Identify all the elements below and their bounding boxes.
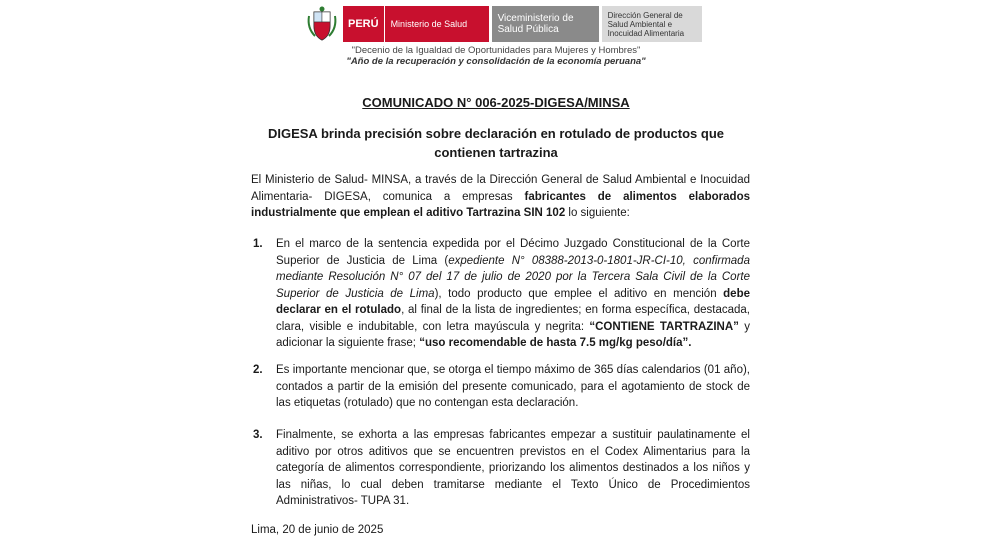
communique-subtitle [0, 124, 992, 162]
item-bold: “CONTIENE TARTRAZINA” [589, 320, 739, 333]
item-bold: debe declarar en el rotulado [276, 287, 750, 316]
item-text: y adicionar la siguiente frase; [276, 320, 750, 349]
item-number: 1. [253, 238, 263, 250]
year-name-line: "Año de la recuperación y consolidación de la economía peruana" [346, 56, 646, 67]
ministry-header [305, 6, 705, 42]
list-item [253, 236, 750, 352]
document-date: Lima, 20 de junio de 2025 [251, 524, 384, 536]
item-number: 2. [253, 364, 263, 376]
subtitle-line-1: DIGESA brinda precisión sobre declaración en rotulado de productos que [267, 126, 725, 141]
item-italic: expediente N° 08388-2013-0-1801-JR-CI-10, confirmada mediante Resolución N° 07 del 17 de julio de 2020 por la Tercera Sala Civil de la Corte Superior de Justicia de Lima [276, 254, 750, 300]
item-text: Es importante mencionar que, se otorga el tiempo máximo de 365 días calendarios (01 año), contados a partir de la emisión del presente comunicado, para el agotamiento de stock de las etiquetas (rotulado) que no contengan esta declaración. [276, 364, 750, 409]
list-item [253, 427, 750, 510]
intro-text-1: El Ministerio de Salud- MINSA, a través de la Dirección General de Salud Ambiental e Inocuidad Alimentaria- DIGESA, comunica a empresas [251, 174, 750, 203]
list-item [253, 362, 750, 412]
intro-bold: fabricantes de alimentos elaborados industrialmente que emplean el aditivo Tartrazina SIN 102 [251, 190, 750, 219]
communique-title: COMUNICADO N° 006-2025-DIGESA/MINSA [362, 95, 630, 110]
decenio-block [0, 45, 992, 67]
item-text: En el marco de la sentencia expedida por el Décimo Juzgado Constitucional de la Corte Superior de Justicia de Lima ( [276, 238, 750, 267]
coat-of-arms-icon [305, 6, 339, 42]
item-text: , al final de la lista de ingredientes; en forma específica, destacada, clara, visible e indubitable, con letra mayúscula y negrita: [276, 304, 750, 333]
intro-text-2: lo siguiente: [565, 207, 630, 219]
peru-label: PERÚ [343, 6, 384, 42]
direccion-label: Dirección General de Salud Ambiental e Inocuidad Alimentaria [602, 6, 702, 42]
viceministerio-label: Viceministerio de Salud Pública [492, 6, 599, 42]
intro-paragraph [251, 172, 750, 222]
item-text: ), todo producto que emplee el aditivo en mención [434, 287, 724, 300]
item-text: Finalmente, se exhorta a las empresas fabricantes empezar a sustituir paulatinamente el aditivo por otros aditivos que se encuentren previstos en el Codex Alimentarius para la categoría de alimentos correspondiente, priorizando los alimentos destinados a los niños y las niñas, lo cual deben tramitarse mediante el Texto Único de Procedimientos Administrativos- TUPA 31. [276, 429, 750, 507]
decenio-line: "Decenio de la Igualdad de Oportunidades para Mujeres y Hombres" [351, 45, 641, 56]
ministerio-label: Ministerio de Salud [384, 6, 489, 42]
item-number: 3. [253, 429, 263, 441]
item-bold: “uso recomendable de hasta 7.5 mg/kg peso/día”. [419, 337, 692, 349]
subtitle-line-2: contienen tartrazina [434, 145, 558, 160]
